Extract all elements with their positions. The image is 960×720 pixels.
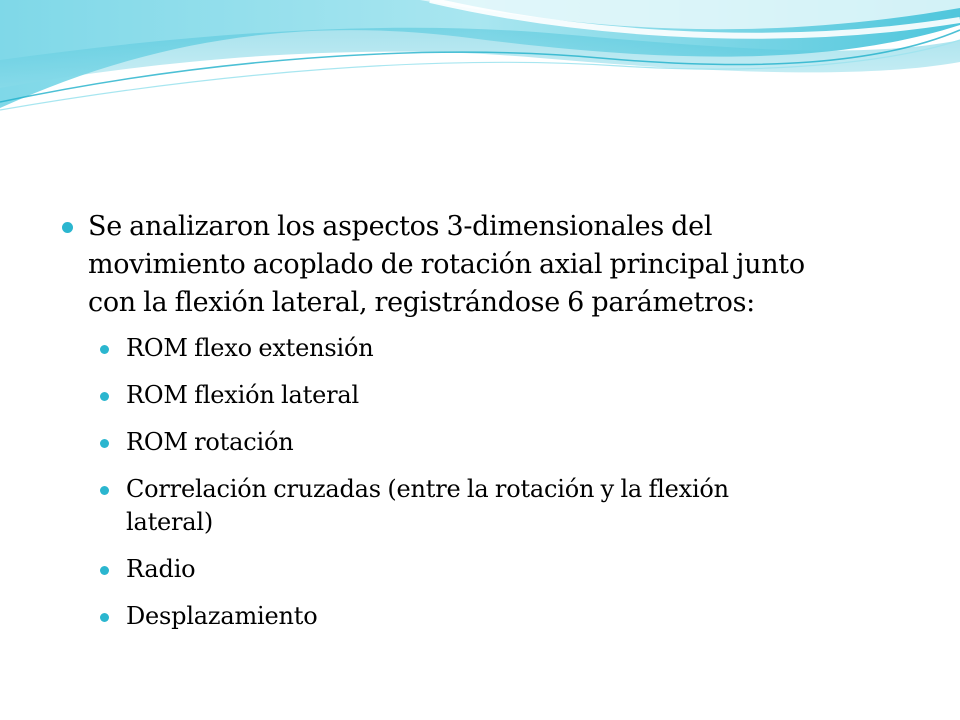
sub-bullet-item: [98, 553, 920, 586]
sub-bullet-item: [98, 600, 920, 633]
bullet-dot-icon: [100, 392, 109, 401]
bullet-dot-icon: [100, 613, 109, 622]
bullet-dot-icon: [100, 345, 109, 354]
sub-bullet-line: ROM rotación: [126, 428, 294, 456]
slide-content: [60, 208, 920, 647]
header-wave-decoration: [0, 0, 960, 130]
sub-bullet-line: lateral): [126, 508, 214, 536]
sub-bullet-list: [60, 332, 920, 633]
sub-bullet-item: [98, 426, 920, 459]
bullet-dot-icon: [100, 566, 109, 575]
sub-bullet-item: [98, 332, 920, 365]
main-bullet-line-3: con la flexión lateral, registrándose 6 parámetros:: [88, 287, 755, 318]
sub-bullet-line: Radio: [126, 555, 196, 583]
sub-bullet-item: [98, 473, 920, 539]
sub-bullet-line: ROM flexión lateral: [126, 381, 359, 409]
bullet-dot-icon: [100, 486, 109, 495]
sub-bullet-line: ROM flexo extensión: [126, 334, 374, 362]
main-bullet-item: [60, 208, 920, 322]
main-bullet-line-2: movimiento acoplado de rotación axial principal junto: [88, 249, 805, 280]
bullet-dot-icon: [62, 222, 73, 233]
main-bullet-line-1: Se analizaron los aspectos 3-dimensionales del: [88, 211, 713, 242]
bullet-dot-icon: [100, 439, 109, 448]
sub-bullet-line: Desplazamiento: [126, 602, 318, 630]
sub-bullet-item: [98, 379, 920, 412]
sub-bullet-line: Correlación cruzadas (entre la rotación y la flexión: [126, 475, 729, 503]
